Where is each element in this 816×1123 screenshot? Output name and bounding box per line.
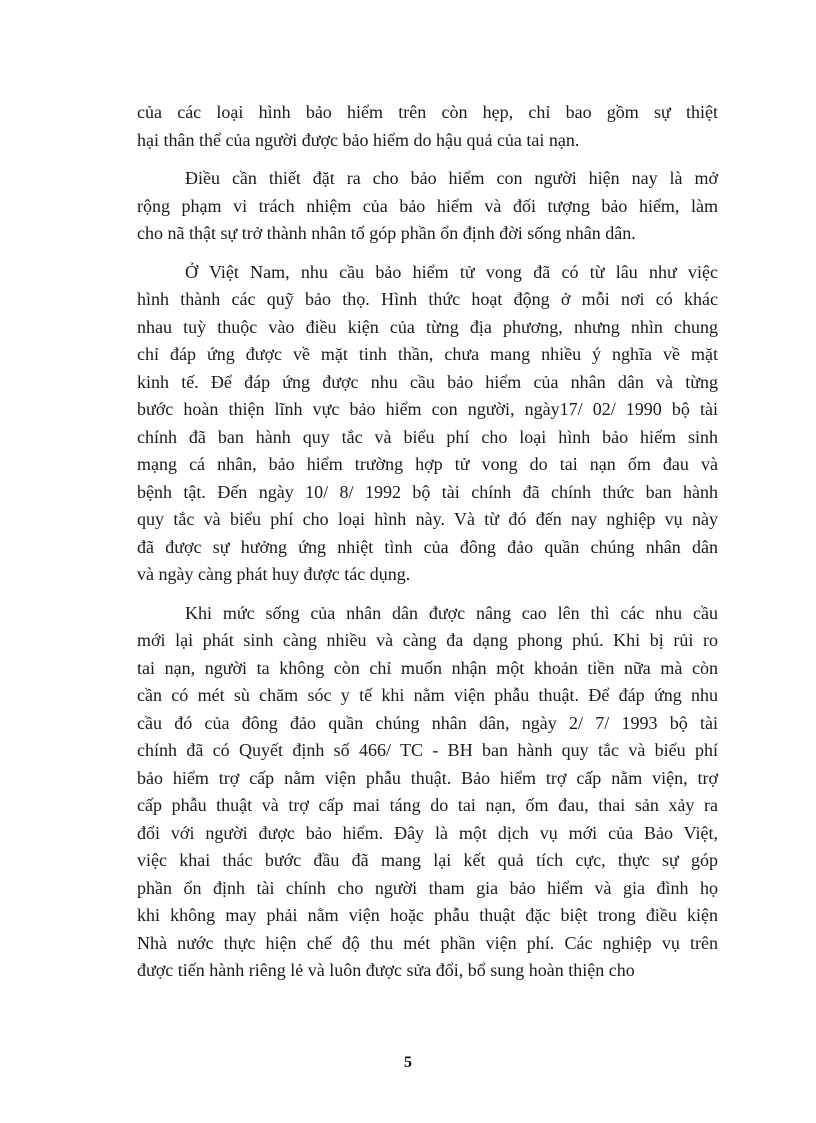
text-line: nhau tuỳ thuộc vào điều kiện của từng địa phương, nhưng nhìn chung [137,316,718,337]
text-line: bảo hiểm trợ cấp nằm viện phẫu thuật. Bảo hiểm trợ cấp nằm viện, trợ [137,767,718,788]
paragraph-continuation [137,99,718,154]
text-line: của các loại hình bảo hiểm trên còn hẹp, chỉ bao gồm sự thiệt [137,102,718,122]
text-line: khi không may phải nằm viện hoặc phẫu thuật đặc biệt trong điều kiện [137,905,718,925]
text-line: bệnh tật. Đến ngày 10/ 8/ 1992 bộ tài chính đã chính thức ban hành [137,481,718,502]
text-line: được tiến hành riêng lẻ và luôn được sửa đổi, bổ sung hoàn thiện cho [137,960,635,980]
text-line: đã được sự hưởng ứng nhiệt tình của đông đảo quần chúng nhân dân [137,536,718,557]
text-line: hình thành các quỹ bảo thọ. Hình thức hoạt động ở mỗi nơi có khác [137,289,718,309]
text-line: Khi mức sống của nhân dân được nâng cao lên thì các nhu cầu [185,602,718,623]
page-number: 5 [404,1054,412,1071]
text-line: mạng cá nhân, bảo hiểm trường hợp tử vong do tai nạn ốm đau và [137,454,718,474]
text-line: và ngày càng phát huy được tác dụng. [137,564,411,584]
text-line: Ở Việt Nam, nhu cầu bảo hiểm tử vong đã có từ lâu như việc [185,261,718,282]
paragraph-vietnam-history [137,259,718,589]
document-body [137,99,718,985]
text-line: Điều cần thiết đặt ra cho bảo hiểm con người hiện nay là mở [185,168,718,188]
text-line: quy tắc và biểu phí cho loại hình này. Và từ đó đến nay nghiệp vụ này [137,509,718,529]
text-line: mới lại phát sinh càng nhiều và càng đa dạng phong phú. Khi bị rủi ro [137,630,718,650]
text-line: chính đã có Quyết định số 466/ TC - BH ban hành quy tắc và biểu phí [137,740,718,760]
text-line: việc khai thác bước đầu đã mang lại kết quả tích cực, thực sự góp [137,850,718,870]
text-line: cầu đó của đông đảo quần chúng nhân dân, ngày 2/ 7/ 1993 bộ tài [137,712,718,733]
text-line: đối với người được bảo hiểm. Đây là một dịch vụ mới của Bảo Việt, [137,822,718,843]
text-line: chỉ đáp ứng được về mặt tinh thần, chưa mang nhiều ý nghĩa về mặt [137,344,718,364]
text-line: kinh tế. Để đáp ứng được nhu cầu bảo hiểm của nhân dân và từng [137,371,718,392]
text-line: cần có mét sù chăm sóc y tế khi nằm viện phẫu thuật. Để đáp ứng nhu [137,685,718,705]
text-line: chính đã ban hành quy tắc và biểu phí cho loại hình bảo hiểm sinh [137,426,718,447]
text-line: cho nã thật sự trở thành nhân tố góp phần ổn định đời sống nhân dân. [137,223,636,243]
text-line: cấp phẫu thuật và trợ cấp mai táng do tai nạn, ốm đau, thai sản xảy ra [137,795,718,815]
text-line: hại thân thể của người được bảo hiểm do hậu quả của tai nạn. [137,129,580,150]
text-line: bước hoàn thiện lĩnh vực bảo hiểm con người, ngày17/ 02/ 1990 bộ tài [137,399,718,419]
paragraph-scope [137,165,718,248]
text-line: phần ổn định tài chính cho người tham gia bảo hiểm và gia đình họ [137,877,718,898]
text-line: Nhà nước thực hiện chế độ thu mét phần viện phí. Các nghiệp vụ trên [137,932,718,953]
text-line: tai nạn, người ta không còn chỉ muốn nhận một khoản tiền nữa mà còn [137,657,718,678]
text-line: rộng phạm vi trách nhiệm của bảo hiểm và đối tượng bảo hiểm, làm [137,195,718,216]
paragraph-living-standards [137,600,718,985]
